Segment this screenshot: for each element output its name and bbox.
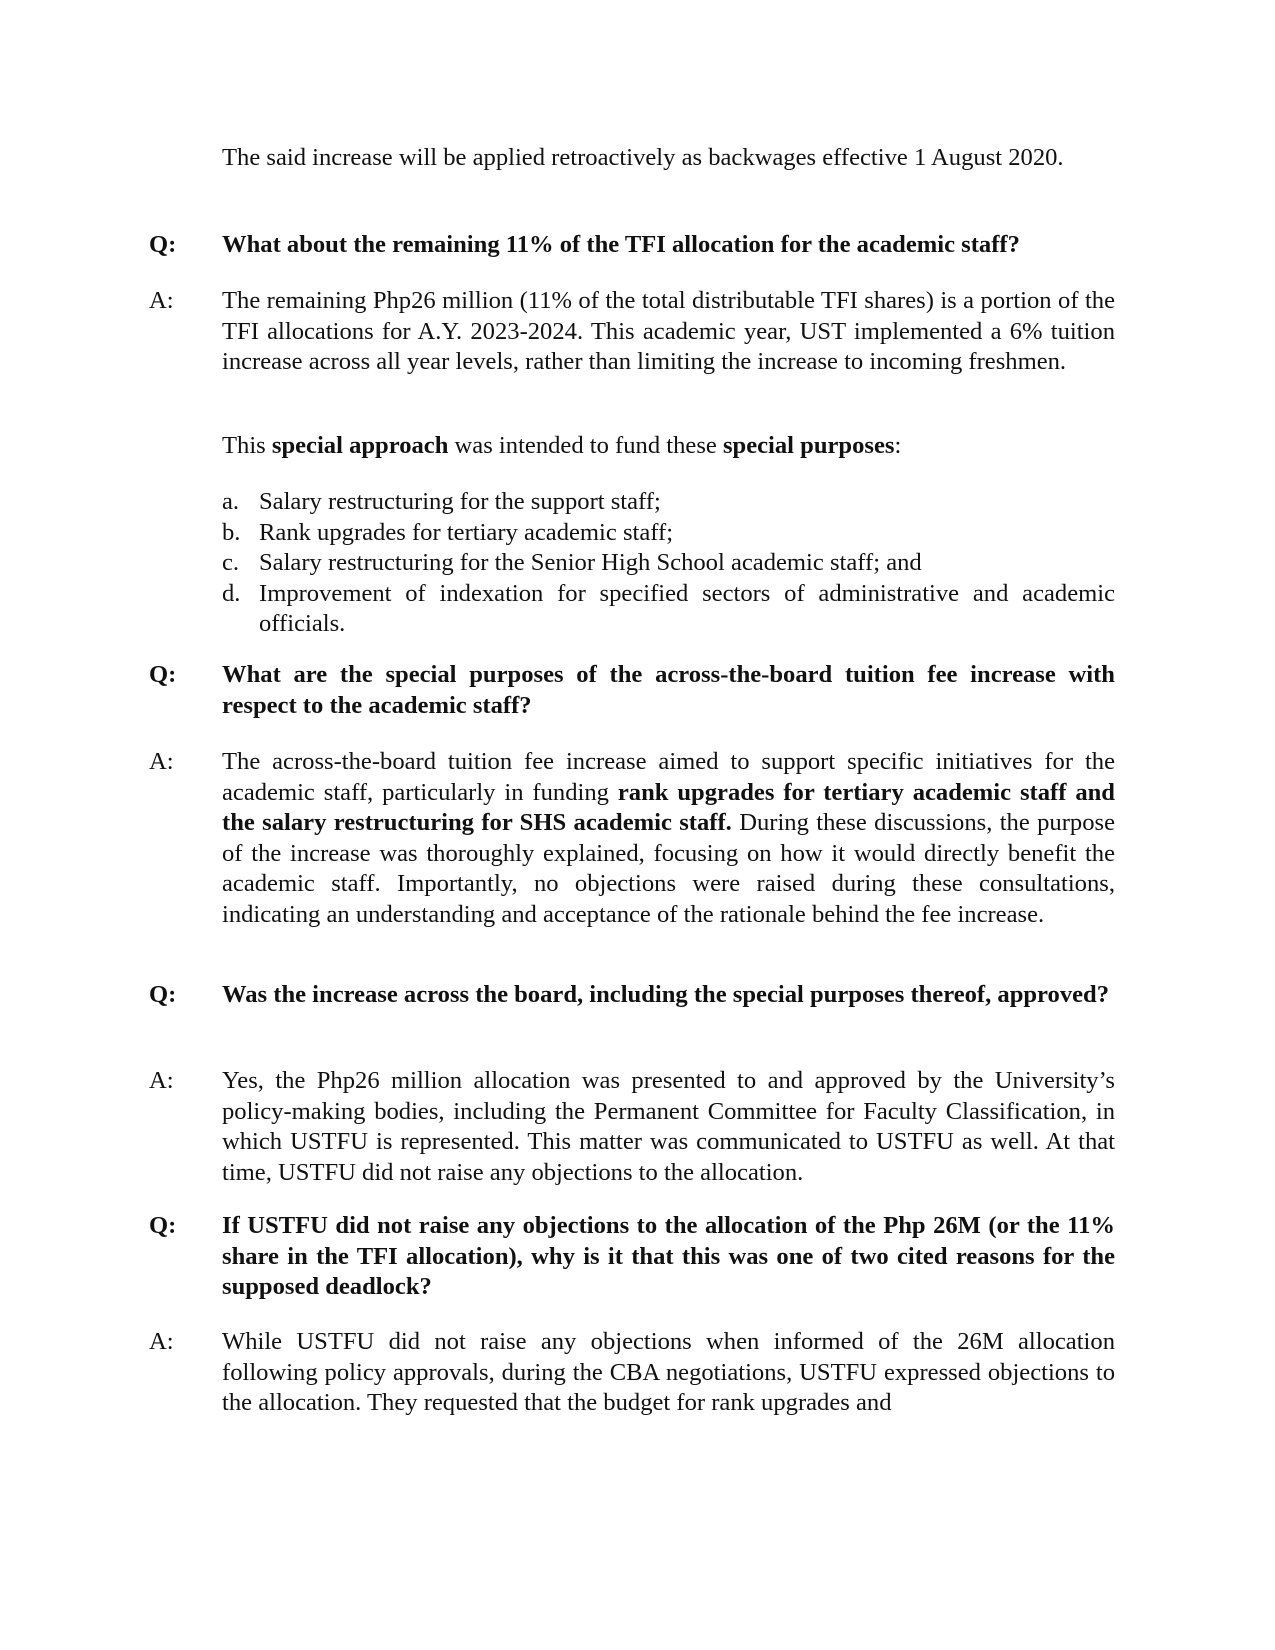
answer-label: A: (149, 1328, 174, 1355)
list-marker: a. (222, 488, 240, 515)
question-label: Q: (149, 1212, 177, 1239)
intro-paragraph: The said increase will be applied retroactively as backwages effective 1 August 2020. (222, 144, 1064, 171)
bold-run: special purposes (722, 432, 895, 459)
text-run: was intended to fund these (448, 432, 723, 459)
bold-run: special approach (271, 432, 449, 459)
question-4: If USTFU did not raise any objections to the allocation of the Php 26M (or the 11% share in the TFI allocation), why is it that this was one of two cited reasons for the supposed deadlock? (222, 1212, 1115, 1300)
answer-1-special-approach (222, 431, 1115, 462)
list-marker: c. (222, 549, 240, 576)
list-item (222, 518, 1115, 549)
list-item (222, 548, 1115, 579)
list-item (222, 487, 1115, 518)
question-label: Q: (149, 661, 177, 688)
list-item (222, 579, 1115, 640)
answer-label: A: (149, 287, 174, 314)
question-label: Q: (149, 981, 177, 1008)
text-run: : (894, 432, 902, 459)
list-marker: b. (222, 518, 241, 546)
answer-4: While USTFU did not raise any objections when informed of the 26M allocation following policy approvals, during the CBA negotiations, USTFU expressed objections to the allocation. They requested that the budget for rank upgrades and (222, 1328, 1115, 1416)
list-item-text: Rank upgrades for tertiary academic staff; (259, 518, 674, 546)
list-item-text: Salary restructuring for the Senior High School academic staff; and (259, 549, 922, 576)
list-marker: d. (222, 579, 241, 607)
question-3: Was the increase across the board, including the special purposes thereof, approved? (222, 981, 1110, 1008)
answer-label: A: (149, 748, 174, 775)
answer-1: The remaining Php26 million (11% of the total distributable TFI shares) is a portion of the TFI allocations for A.Y. 2023-2024. This academic year, UST implemented a 6% tuition increase across all year levels, rather than limiting the increase to incoming freshmen. (222, 287, 1115, 375)
list-item-text: Improvement of indexation for specified sectors of administrative and academic officials. (259, 579, 1115, 637)
question-1: What about the remaining 11% of the TFI allocation for the academic staff? (222, 231, 1020, 258)
answer-label: A: (149, 1067, 174, 1094)
special-purposes-list (222, 487, 1115, 640)
answer-3: Yes, the Php26 million allocation was presented to and approved by the University’s policy-making bodies, including the Permanent Committee for Faculty Classification, in which USTFU is represented. This matter was communicated to USTFU as well. At that time, USTFU did not raise any objections to the allocation. (222, 1067, 1115, 1186)
text-run: During these discussions, the purpose of the increase was thoroughly explained, focusing on how it would directly benefit the academic staff. Importantly, no objections were raised during these consultations, indicating an understanding and acceptance of the rationale behind the fee increase. (222, 809, 1115, 928)
answer-2 (222, 747, 1115, 930)
text-run: This (222, 432, 272, 459)
question-label: Q: (149, 231, 177, 258)
question-2: What are the special purposes of the across-the-board tuition fee increase with respect to the academic staff? (222, 661, 1115, 719)
bold-run: rank upgrades for tertiary academic staff and the salary restructuring for SHS academic staff. (222, 778, 1115, 836)
text-run: The across-the-board tuition fee increase aimed to support specific initiatives for the academic staff, particularly in funding (222, 748, 1115, 806)
list-item-text: Salary restructuring for the support staff; (259, 488, 661, 515)
